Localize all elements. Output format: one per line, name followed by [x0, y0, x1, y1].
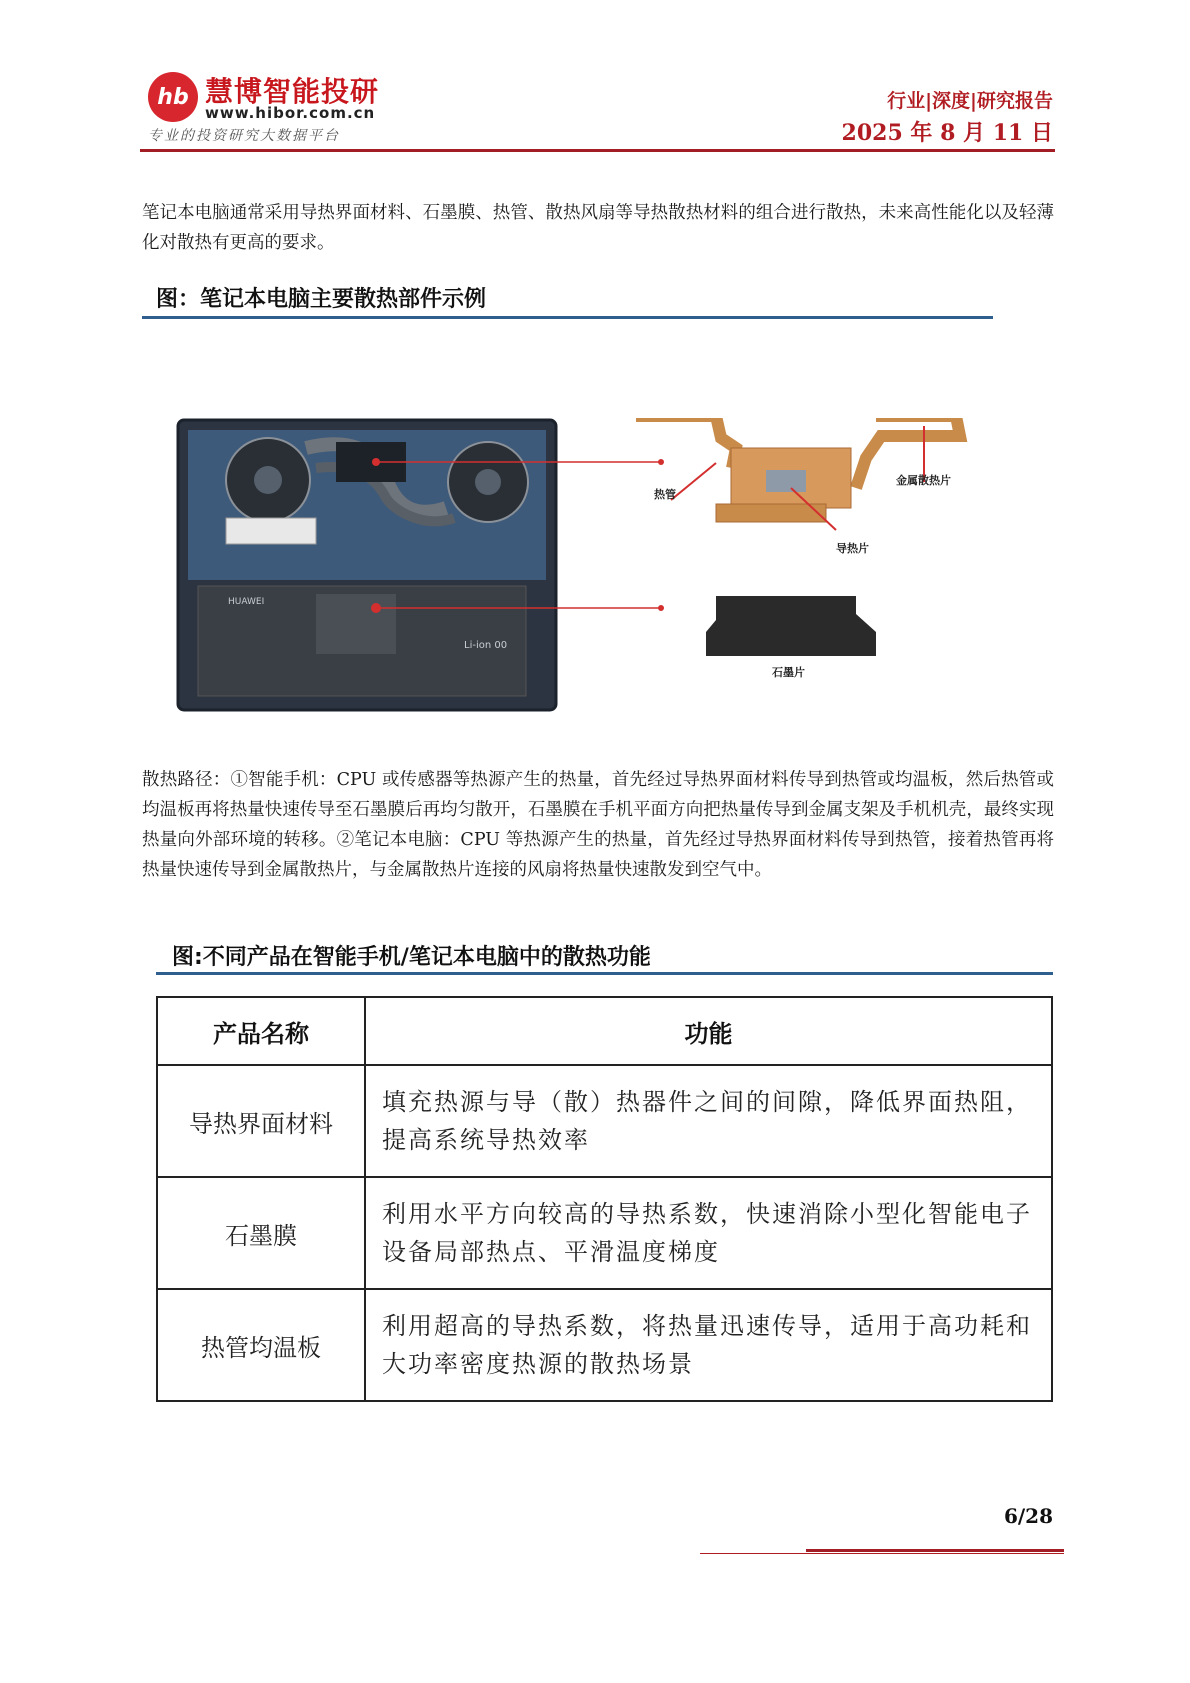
ssd-module [226, 518, 316, 544]
header-function: 功能 [365, 997, 1052, 1065]
battery-brand: HUAWEI [228, 597, 265, 607]
table-header-row [157, 997, 1052, 1065]
label-heat-pipe: 热管 [654, 488, 676, 501]
thermal-pad-graphic [766, 470, 806, 492]
graphite-sheet-graphic [706, 596, 876, 656]
footer-divider-thick [806, 1549, 1064, 1552]
logo-url[interactable]: www.hibor.com.cn [205, 104, 376, 122]
figure-1-title: 图：笔记本电脑主要散热部件示例 [156, 287, 487, 312]
heat-path-paragraph: 散热路径：①智能手机：CPU 或传感器等热源产生的热量，首先经过导热界面材料传导到热管或均温板，然后热管或均温板再将热量快速传导至石墨膜后再均匀散开，石墨膜在手机平面方向把热量传导到金属支架及手机机壳，最终实现热量向外部环境的转移。②笔记本电脑：CPU 等热源产生的热量，首先经过导热界面材料传导到热管，接着热管再将热量快速传导到金属散热片，与金属散热片连接的风扇将热量快速散发到空气中。 [142, 770, 1054, 880]
label-metal-fin: 金属散热片 [896, 474, 951, 487]
logo-name: 慧博智能投研 [205, 75, 380, 108]
figure-1-image [176, 418, 1062, 738]
product-function-cell: 利用超高的导热系数，将热量迅速传导，适用于高功耗和大功率密度热源的散热场景 [365, 1289, 1052, 1401]
label-graphite-sheet: 石墨片 [772, 666, 805, 679]
header-product-name: 产品名称 [157, 997, 365, 1065]
heat-pipe-pointer [671, 463, 716, 500]
page-number: 6/28 [1003, 1504, 1053, 1528]
battery-mark: Li-ion 00 [464, 640, 508, 651]
product-name-cell: 热管均温板 [157, 1289, 365, 1401]
product-function-cell: 利用水平方向较高的导热系数，快速消除小型化智能电子设备局部热点、平滑温度梯度 [365, 1177, 1052, 1289]
table-row [157, 1065, 1052, 1177]
footer-divider-thin [700, 1553, 1064, 1554]
product-name-cell: 石墨膜 [157, 1177, 365, 1289]
copper-heat-pipe-left [636, 418, 736, 468]
header-divider [140, 149, 1055, 152]
table-row [157, 1289, 1052, 1401]
table-row [157, 1177, 1052, 1289]
product-name-cell: 导热界面材料 [157, 1065, 365, 1177]
intro-paragraph: 笔记本电脑通常采用导热界面材料、石墨膜、热管、散热风扇等导热散热材料的组合进行散热，未来高性能化以及轻薄化对散热有更高的要求。 [142, 203, 1054, 253]
figure-2-title: 图:不同产品在智能手机/笔记本电脑中的散热功能 [172, 945, 651, 970]
logo-slogan: 专业的投资研究大数据平台 [148, 128, 340, 144]
label-thermal-pad: 导热片 [836, 542, 869, 555]
figure-2-divider [156, 972, 1053, 975]
report-date: 2025 年 8 月 11 日 [841, 120, 1053, 146]
report-category: 行业|深度|研究报告 [887, 90, 1053, 112]
figure-1-divider [142, 316, 993, 319]
logo-mark: hb [148, 72, 198, 122]
heat-dissipation-table [156, 996, 1053, 1402]
product-function-cell: 填充热源与导（散）热器件之间的间隙，降低界面热阻，提高系统导热效率 [365, 1065, 1052, 1177]
